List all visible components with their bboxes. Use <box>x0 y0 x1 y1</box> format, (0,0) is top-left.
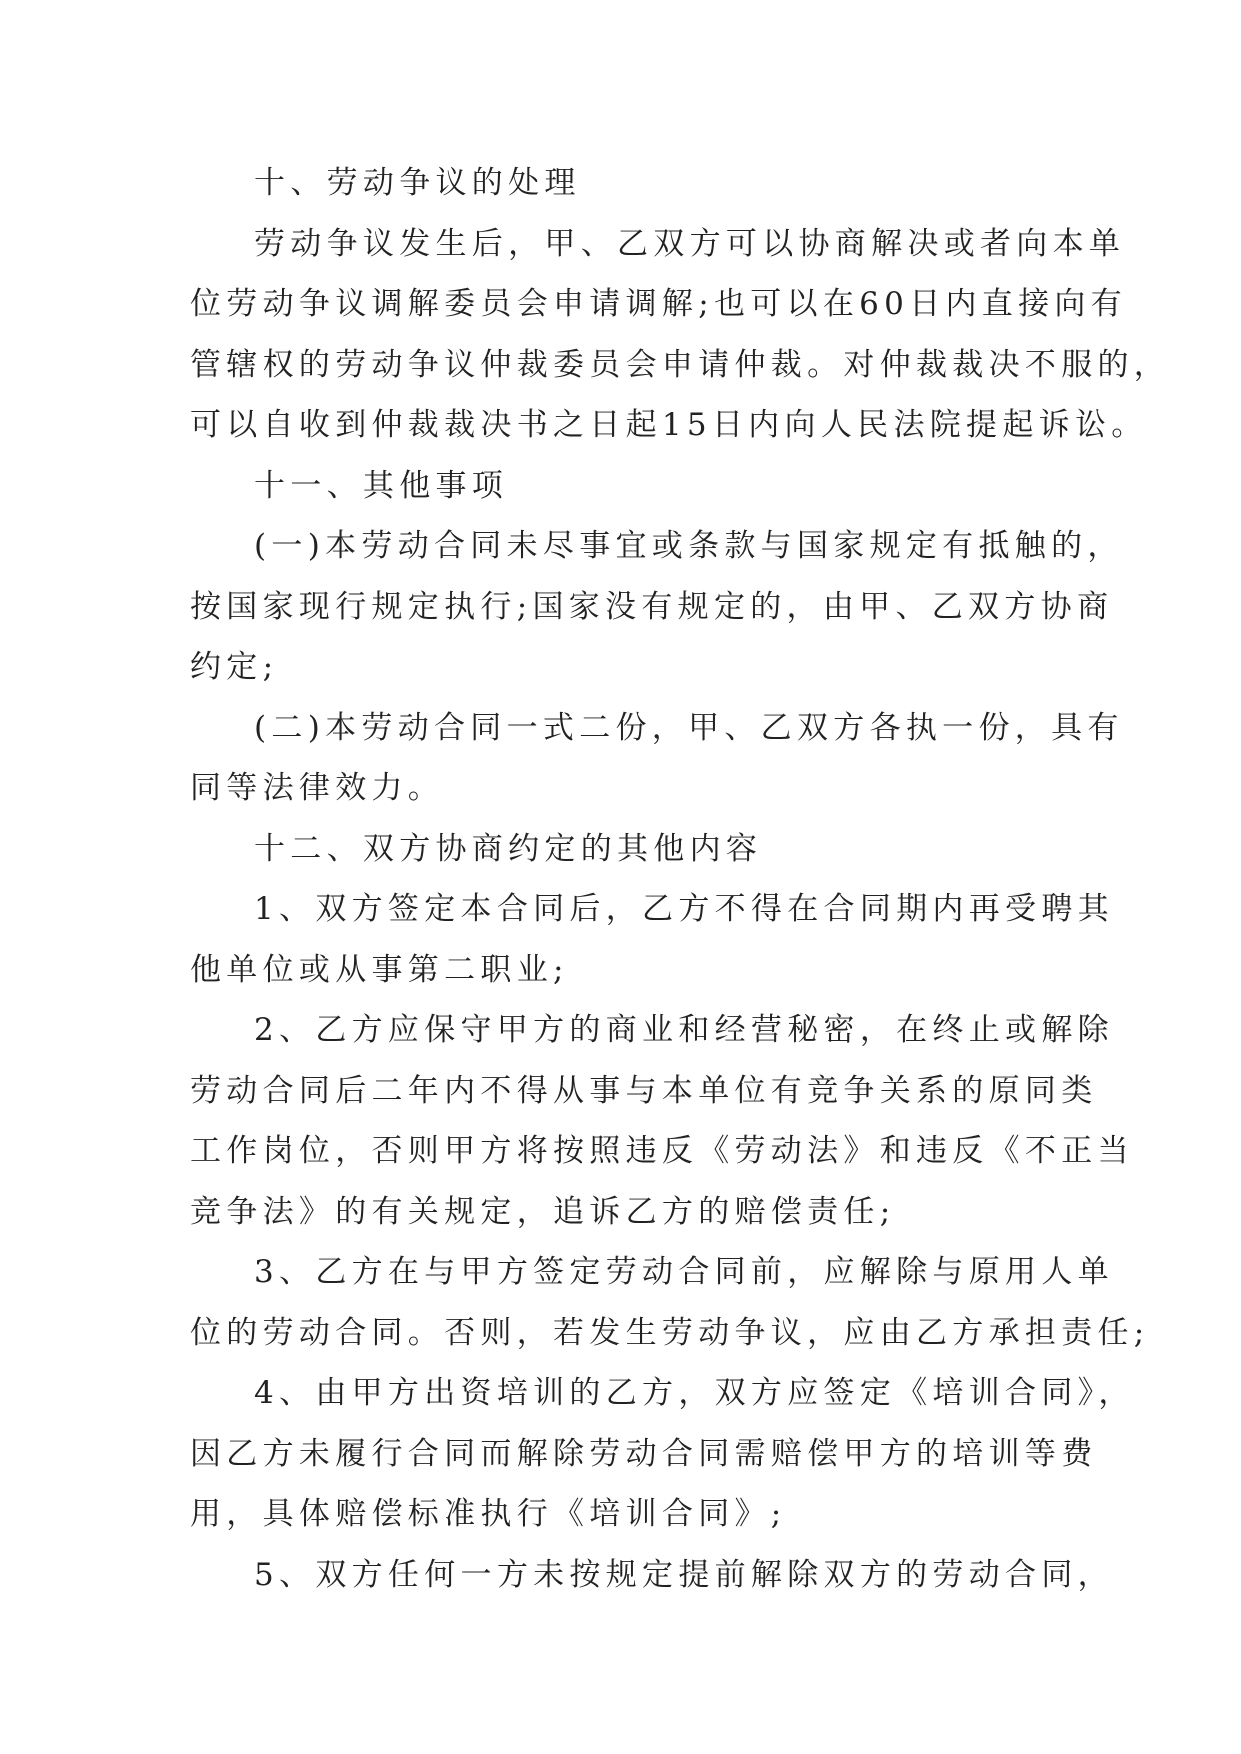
paragraph-line: 位劳动争议调解委员会申请调解;也可以在60日内直接向有 <box>190 286 1127 322</box>
paragraph-line: 5、双方任何一方未按规定提前解除双方的劳动合同， <box>254 1556 1114 1593</box>
paragraph-line: 位的劳动合同。否则，若发生劳动争议，应由乙方承担责任; <box>190 1314 1150 1351</box>
paragraph-line: 1、双方签定本合同后，乙方不得在合同期内再受聘其 <box>254 891 1114 927</box>
paragraph-line: 同等法律效力。 <box>190 770 445 806</box>
paragraph-line: 3、乙方在与甲方签定劳动合同前，应解除与原用人单 <box>254 1254 1114 1290</box>
paragraph-line: 工作岗位，否则甲方将按照违反《劳动法》和违反《不正当 <box>190 1133 1134 1169</box>
paragraph-line: (二)本劳动合同一式二份，甲、乙双方各执一份，具有 <box>254 709 1124 746</box>
section-heading-dispute-handling: 十、劳动争议的处理 <box>254 165 581 201</box>
paragraph-line: 用，具体赔偿标准执行《培训合同》; <box>190 1496 787 1532</box>
paragraph-line: 管辖权的劳动争议仲裁委员会申请仲裁。对仲裁裁决不服的， <box>190 346 1171 383</box>
paragraph-line: (一)本劳动合同未尽事宜或条款与国家规定有抵触的， <box>254 528 1124 564</box>
paragraph-line: 可以自收到仲裁裁决书之日起15日内向人民法院提起诉讼。 <box>190 407 1148 443</box>
paragraph-line: 因乙方未履行合同而解除劳动合同需赔偿甲方的培训等费 <box>190 1435 1098 1472</box>
paragraph-line: 劳动合同后二年内不得从事与本单位有竞争关系的原同类 <box>190 1072 1098 1109</box>
paragraph-line: 竞争法》的有关规定，追诉乙方的赔偿责任; <box>190 1193 896 1230</box>
section-heading-other-matters: 十一、其他事项 <box>254 467 509 504</box>
paragraph-line: 约定; <box>190 649 279 685</box>
paragraph-line: 4、由甲方出资培训的乙方，双方应签定《培训合同》， <box>254 1375 1135 1411</box>
section-heading-other-content: 十二、双方协商约定的其他内容 <box>254 830 763 867</box>
paragraph-line: 按国家现行规定执行;国家没有规定的，由甲、乙双方协商 <box>190 588 1114 625</box>
paragraph-line: 劳动争议发生后，甲、乙双方可以协商解决或者向本单 <box>254 225 1126 262</box>
document-page <box>190 153 1171 1605</box>
paragraph-line: 他单位或从事第二职业; <box>190 951 569 988</box>
paragraph-line: 2、乙方应保守甲方的商业和经营秘密，在终止或解除 <box>254 1012 1114 1048</box>
